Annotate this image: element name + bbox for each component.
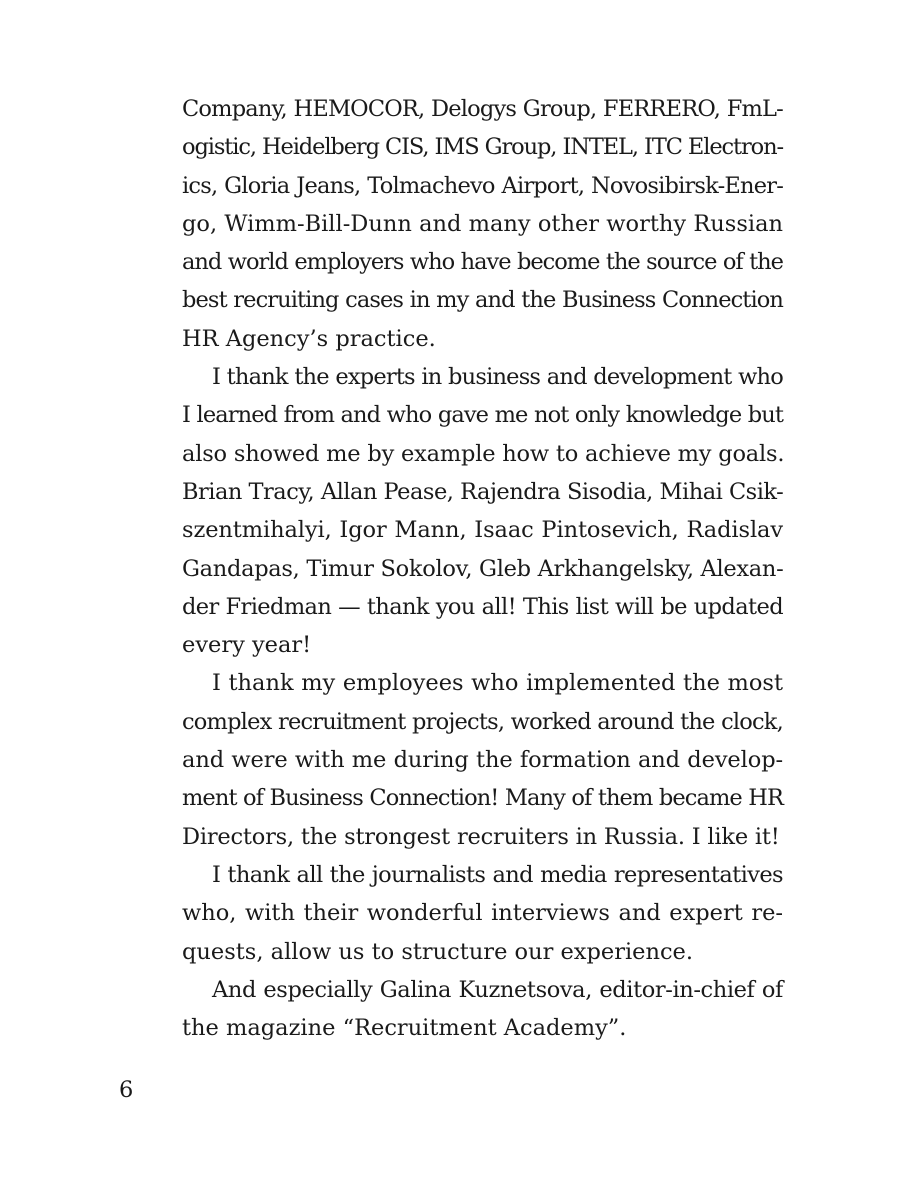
text-line: complex recruitment projects, worked around the clock, [182, 708, 783, 735]
text-line: ogistic, Heidelberg CIS, IMS Group, INTEL, ITC Electron- [182, 134, 783, 161]
text-line: best recruiting cases in my and the Business Connection [182, 287, 783, 314]
text-line: Brian Tracy, Allan Pease, Rajendra Sisodia, Mihai Csik- [182, 478, 784, 505]
text-line: also showed me by example how to achieve my goals. [182, 440, 785, 467]
text-line: szentmihalyi, Igor Mann, Isaac Pintosevich, Radislav [182, 517, 783, 544]
text-line: I thank the experts in business and development who [212, 364, 783, 391]
text-line: Directors, the strongest recruiters in Russia. I like it! [182, 823, 780, 850]
text-line: and world employers who have become the source of the [182, 249, 783, 276]
text-line: Company, HEMOCOR, Delogys Group, FERRERO, FmL- [182, 96, 783, 122]
text-line: quests, allow us to structure our experience. [182, 938, 694, 965]
text-line: I thank all the journalists and media representatives [212, 861, 783, 888]
page-number: 6 [119, 1077, 134, 1103]
text-line: HR Agency’s practice. [182, 325, 436, 352]
text-line: who, with their wonderful interviews and expert re- [182, 900, 783, 927]
text-line: ics, Gloria Jeans, Tolmachevo Airport, Novosibirsk-Ener- [182, 172, 783, 199]
text-line: go, Wimm-Bill-Dunn and many other worthy Russian [182, 210, 783, 237]
text-line: and were with me during the formation and develop- [182, 747, 783, 774]
paragraph-clients [182, 90, 783, 358]
text-line: I learned from and who gave me not only knowledge but [182, 402, 783, 429]
text-line: every year! [182, 632, 312, 659]
paragraph-employees [182, 664, 783, 855]
text-line: Gandapas, Timur Sokolov, Gleb Arkhangelsky, Alexan- [182, 555, 784, 582]
text-line: der Friedman — thank you all! This list will be updated [182, 593, 783, 620]
text-line: ment of Business Connection! Many of them became HR [182, 785, 783, 812]
text-line: I thank my employees who implemented the most [212, 670, 783, 697]
text-line: the magazine “Recruitment Academy”. [182, 1015, 627, 1042]
paragraph-journalists [182, 856, 783, 971]
body-text [182, 90, 783, 1047]
paragraph-editor [182, 971, 783, 1048]
text-line: And especially Galina Kuznetsova, editor-in-chief of [212, 976, 783, 1003]
paragraph-experts [182, 358, 783, 664]
